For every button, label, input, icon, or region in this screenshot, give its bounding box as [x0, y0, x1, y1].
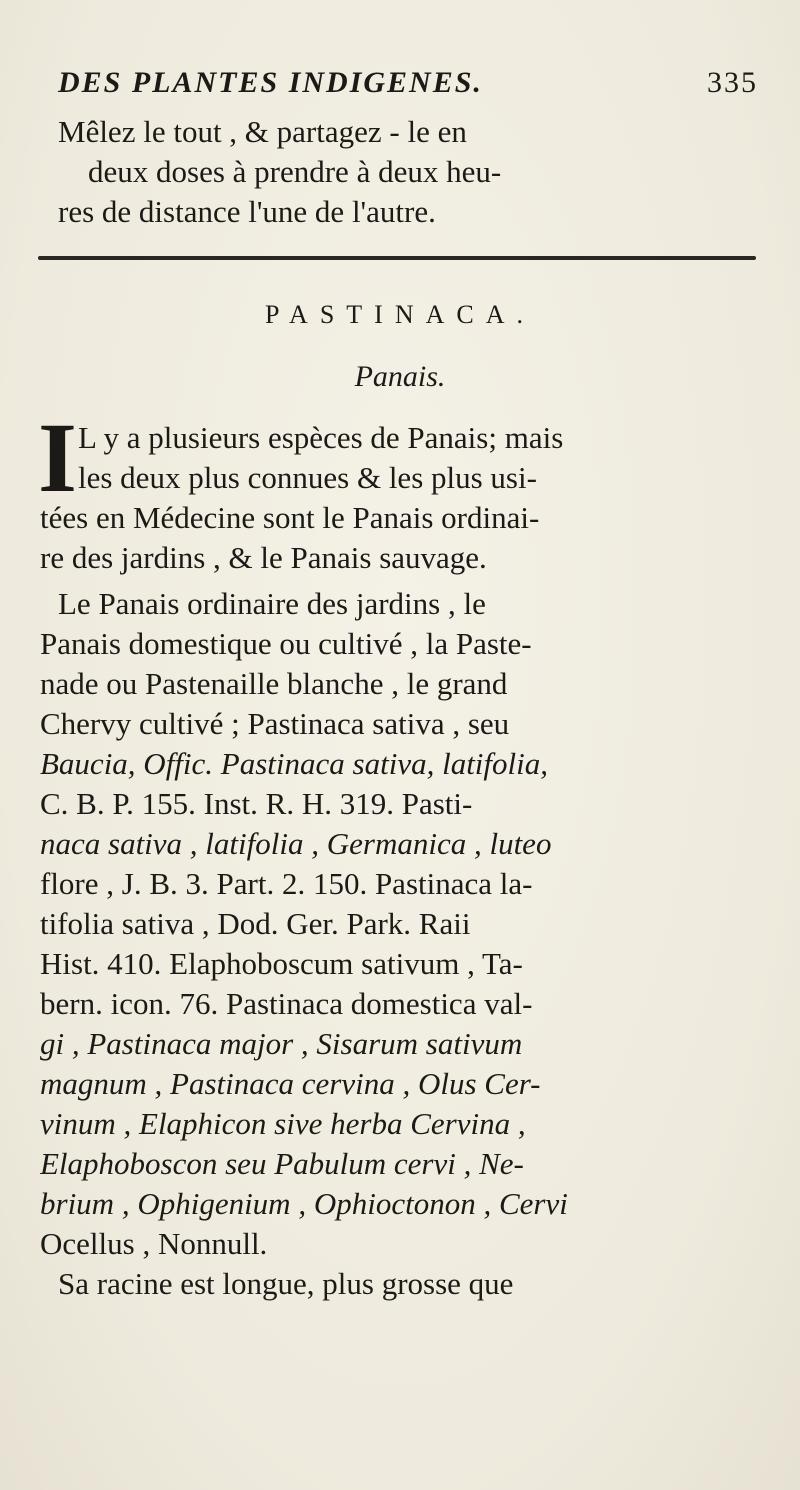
text-line: les deux plus connues & les plus usi-: [78, 460, 537, 495]
text-line: C. B. P. 155. Inst. R. H. 319. Pasti-: [40, 786, 473, 821]
text-line: res de distance l'une de l'autre.: [58, 194, 436, 229]
text-line: vinum , Elaphicon sive herba Cervina ,: [40, 1106, 526, 1141]
section-title: PASTINACA.: [264, 300, 536, 329]
text-line: Sa racine est longue, plus grosse que: [58, 1266, 514, 1301]
text-line: Panais domestique ou cultivé , la Paste-: [40, 626, 532, 661]
text-line: gi , Pastinaca major , Sisarum sativum: [40, 1026, 523, 1061]
page-number: 335: [707, 66, 758, 99]
text-line: naca sativa , latifolia , Germanica , luteo: [40, 826, 552, 861]
text-line: bern. icon. 76. Pastinaca domestica val-: [40, 986, 533, 1021]
text-line: Elaphoboscon seu Pabulum cervi , Ne-: [40, 1146, 524, 1181]
drop-cap: I: [38, 402, 77, 513]
running-title: DES PLANTES INDIGENES.: [58, 66, 483, 99]
text-line: Hist. 410. Elaphoboscum sativum , Ta-: [40, 946, 523, 981]
text-line: re des jardins , & le Panais sauvage.: [40, 540, 487, 575]
text-line: Le Panais ordinaire des jardins , le: [58, 586, 486, 621]
text-line: Baucia, Offic. Pastinaca sativa, latifolia,: [40, 746, 549, 781]
text-line: tifolia sativa , Dod. Ger. Park. Raii: [40, 906, 471, 941]
text-line: nade ou Pastenaille blanche , le grand: [40, 666, 508, 701]
text-line: flore , J. B. 3. Part. 2. 150. Pastinaca la-: [40, 866, 533, 901]
text-line: Mêlez le tout , & partagez - le en: [58, 114, 467, 149]
text-line: Chervy cultivé ; Pastinaca sativa , seu: [40, 706, 510, 741]
text-line: magnum , Pastinaca cervina , Olus Cer-: [40, 1066, 541, 1101]
text-line: Ocellus , Nonnull.: [40, 1226, 268, 1261]
text-line: L y a plusieurs espèces de Panais; mais: [78, 420, 564, 455]
text-line: tées en Médecine sont le Panais ordinai-: [40, 500, 540, 535]
text-line: brium , Ophigenium , Ophioctonon , Cervi: [40, 1186, 568, 1221]
section-divider: [38, 256, 756, 260]
section-subtitle: Panais.: [354, 360, 446, 393]
text-line: deux doses à prendre à deux heu-: [88, 154, 502, 189]
running-head: [58, 66, 758, 100]
